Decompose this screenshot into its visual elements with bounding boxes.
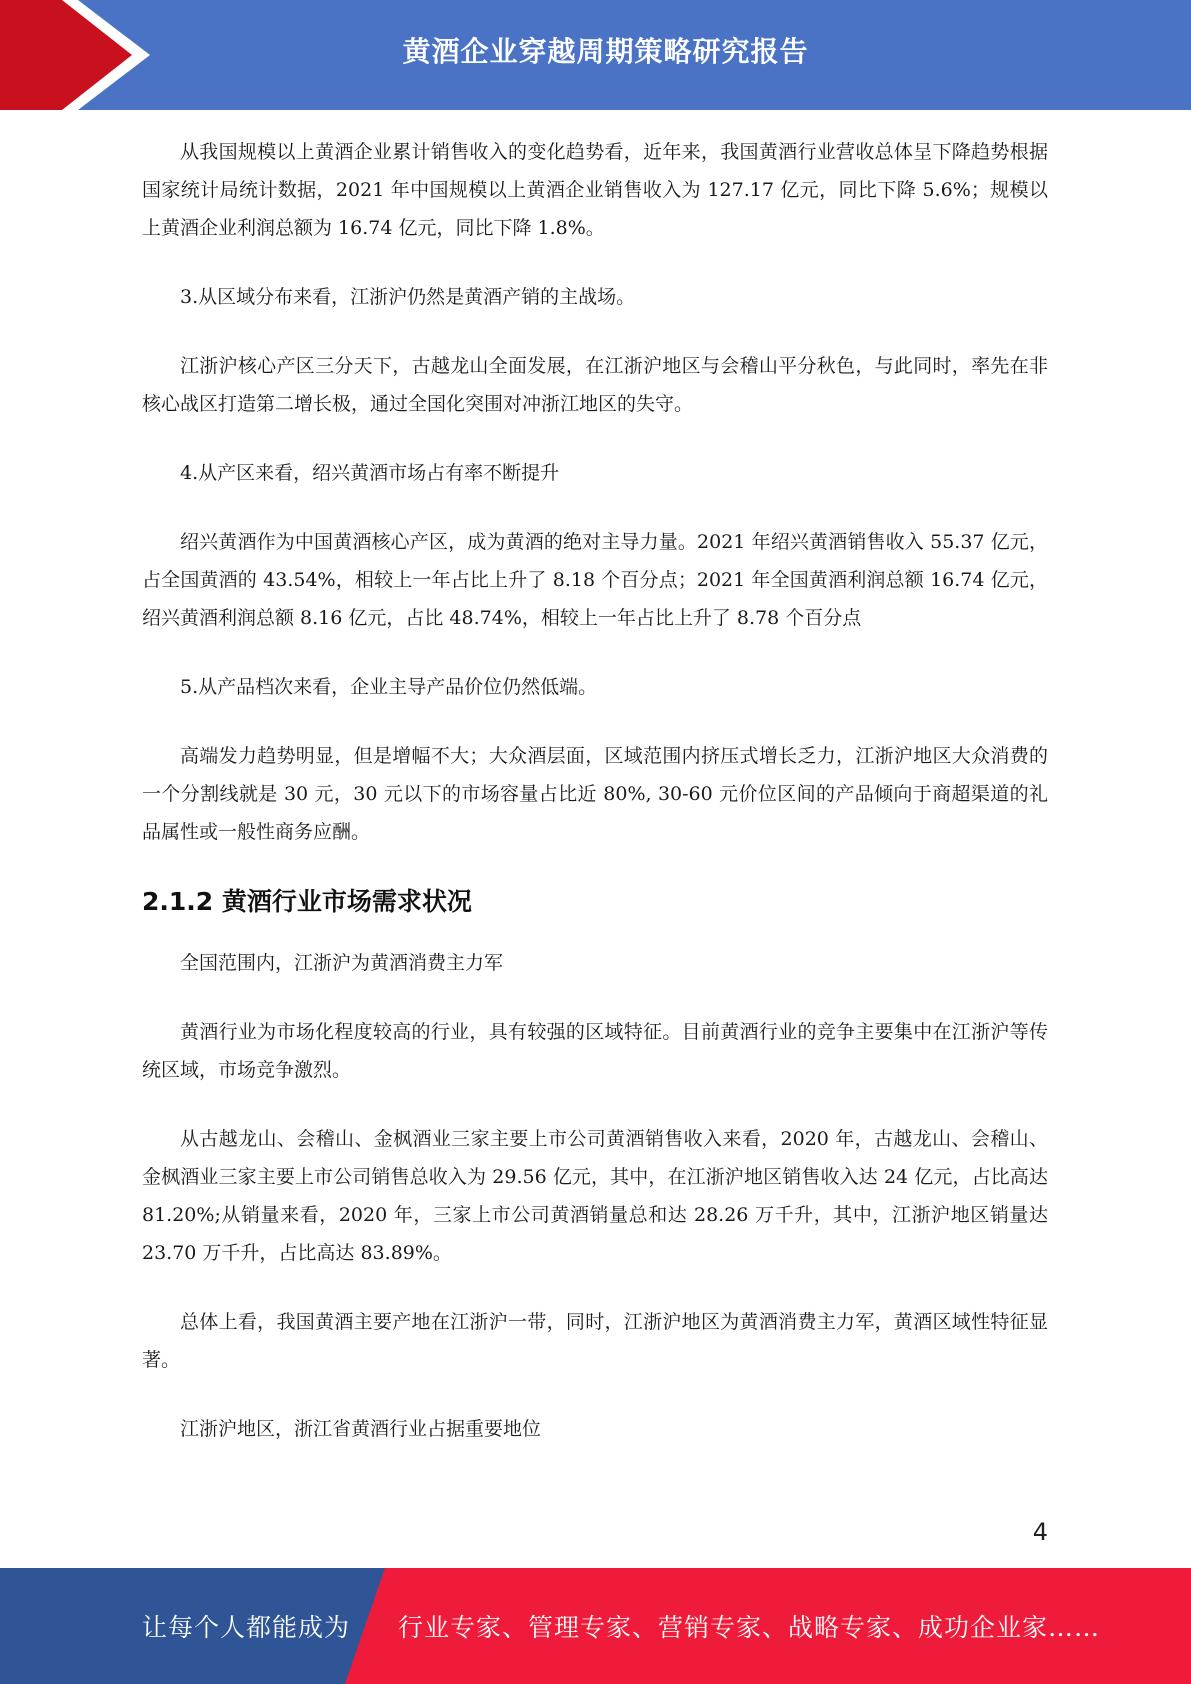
paragraph-group-top: [142, 133, 1048, 851]
report-title: 黄酒企业穿越周期策略研究报告: [402, 35, 809, 68]
paragraph: 全国范围内，江浙沪为黄酒消费主力军: [180, 952, 504, 974]
paragraph-group-bottom: [142, 944, 1048, 1448]
paragraph: 5.从产品档次来看，企业主导产品价位仍然低端。: [180, 676, 598, 698]
paragraph: 从我国规模以上黄酒企业累计销售收入的变化趋势看，近年来，我国黄酒行业营收总体呈下降趋势根据国家统计局统计数据，2021 年中国规模以上黄酒企业销售收入为 127.17 亿元，同比下降 5.6%；规模以上黄酒企业利润总额为 16.74 亿元，同比下降 1.8%。: [142, 141, 1048, 239]
paragraph: 3.从区域分布来看，江浙沪仍然是黄酒产销的主战场。: [180, 286, 636, 308]
footer-slogan-right: 行业专家、管理专家、营销专家、战略专家、成功企业家……: [398, 1613, 1101, 1642]
paragraph: 总体上看，我国黄酒主要产地在江浙沪一带，同时，江浙沪地区为黄酒消费主力军，黄酒区域性特征显著。: [142, 1311, 1048, 1371]
page-header: [0, 0, 1191, 110]
paragraph: 黄酒行业为市场化程度较高的行业，具有较强的区域特征。目前黄酒行业的竞争主要集中在江浙沪等传统区域，市场竞争激烈。: [142, 1021, 1048, 1081]
document-body: [142, 133, 1048, 1479]
page-number: 4: [1032, 1518, 1048, 1546]
paragraph: 4.从产区来看，绍兴黄酒市场占有率不断提升: [180, 462, 560, 484]
paragraph: 江浙沪地区，浙江省黄酒行业占据重要地位: [180, 1418, 542, 1440]
paragraph: 高端发力趋势明显，但是增幅不大；大众酒层面，区域范围内挤压式增长乏力，江浙沪地区大众消费的一个分割线就是 30 元，30 元以下的市场容量占比近 80%, 30-60 元价位区间的产品倾向于商超渠道的礼品属性或一般性商务应酬。: [142, 745, 1048, 843]
page-footer: [0, 1568, 1191, 1684]
paragraph: 绍兴黄酒作为中国黄酒核心产区，成为黄酒的绝对主导力量。2021 年绍兴黄酒销售收入 55.37 亿元，占全国黄酒的 43.54%，相较上一年占比上升了 8.18 个百分点；2021 年全国黄酒利润总额 16.74 亿元，绍兴黄酒利润总额 8.16 亿元，占比 48.74%，相较上一年占比上升了 8.78 个百分点: [142, 531, 1048, 629]
paragraph: 从古越龙山、会稽山、金枫酒业三家主要上市公司黄酒销售收入来看，2020 年，古越龙山、会稽山、金枫酒业三家主要上市公司销售总收入为 29.56 亿元，其中，在江浙沪地区销售收入达 24 亿元，占比高达 81.20%;从销量来看，2020 年，三家上市公司黄酒销量总和达 28.26 万千升，其中，江浙沪地区销量达 23.70 万千升，占比高达 83.89%。: [142, 1128, 1048, 1264]
footer-slogan-left: 让每个人都能成为: [142, 1613, 351, 1642]
paragraph: 江浙沪核心产区三分天下，古越龙山全面发展，在江浙沪地区与会稽山平分秋色，与此同时，率先在非核心战区打造第二增长极，通过全国化突围对冲浙江地区的失守。: [142, 355, 1048, 415]
section-heading: 2.1.2 黄酒行业市场需求状况: [142, 887, 472, 916]
